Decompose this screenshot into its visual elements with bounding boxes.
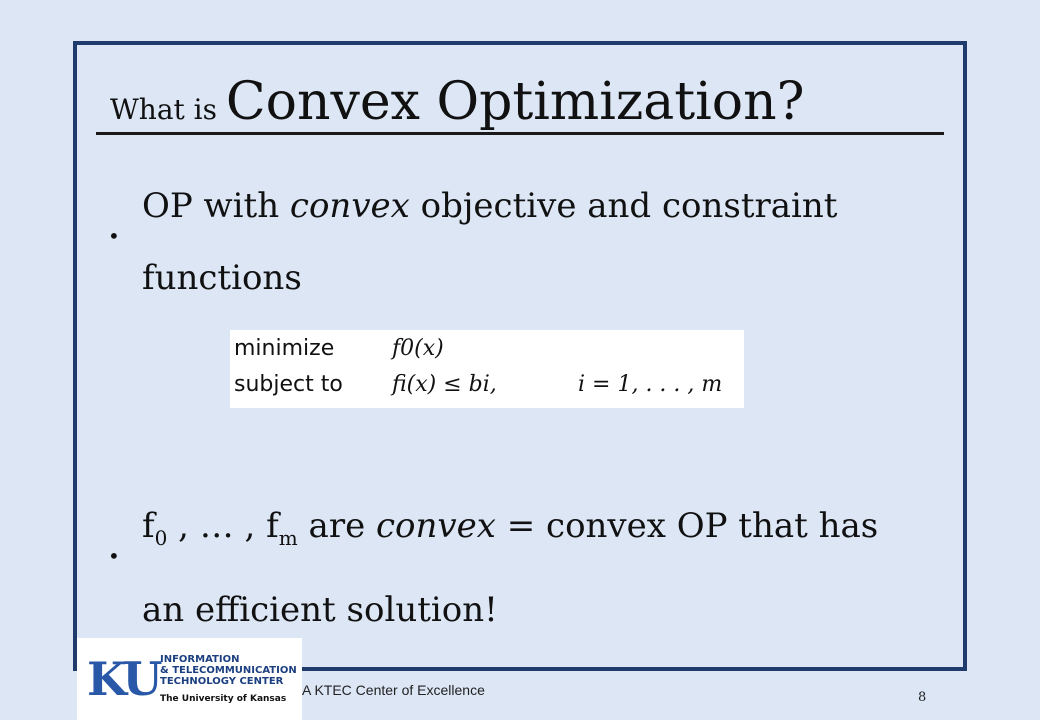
bullet-1-emphasis: convex — [289, 186, 410, 226]
equation-keyword: minimize — [234, 336, 335, 361]
ku-mark: KU — [87, 652, 160, 706]
title-main: Convex Optimization? — [225, 72, 805, 132]
slide-title — [110, 72, 804, 132]
title-prefix: What is — [110, 93, 226, 126]
bullet-dot: • — [108, 544, 120, 568]
bullet-2-f: f — [142, 506, 155, 546]
equation-expression: fi(x) ≤ bi, — [392, 372, 497, 397]
logo-line: TECHNOLOGY CENTER — [160, 676, 284, 687]
bullet-2 — [108, 490, 928, 646]
subscript-0: 0 — [154, 525, 168, 550]
equation-condition: i = 1, . . . , m — [578, 372, 723, 397]
bullet-2-text — [142, 490, 928, 646]
logo-line: INFORMATION — [160, 654, 240, 665]
bullet-1-pre: OP with — [142, 186, 290, 226]
footer-text: A KTEC Center of Excellence — [302, 682, 485, 698]
optimization-equation-image — [230, 330, 744, 408]
bullet-1 — [108, 170, 928, 314]
bullet-dot: • — [108, 224, 120, 248]
equation-row-minimize — [234, 336, 444, 361]
subscript-m: m — [278, 525, 298, 550]
page-number: 8 — [918, 690, 927, 705]
bullet-2-emphasis: convex — [376, 506, 496, 546]
equation-row-subject-to — [234, 372, 723, 397]
ku-ittc-logo — [77, 638, 302, 720]
bullet-1-post: objective and constraint functions — [142, 186, 838, 298]
bullet-2-mid: , … , f — [167, 506, 279, 546]
equation-keyword: subject to — [234, 372, 343, 397]
logo-line: & TELECOMMUNICATION — [160, 665, 297, 676]
bullet-2-are: are — [297, 506, 376, 546]
logo-text — [160, 654, 297, 687]
logo-university: The University of Kansas — [160, 694, 287, 704]
equation-expression: f0(x) — [392, 336, 444, 361]
title-underline — [96, 132, 944, 135]
bullet-1-text — [142, 170, 928, 314]
bullet-2-post: = convex OP that has an efficient solution! — [142, 506, 879, 630]
